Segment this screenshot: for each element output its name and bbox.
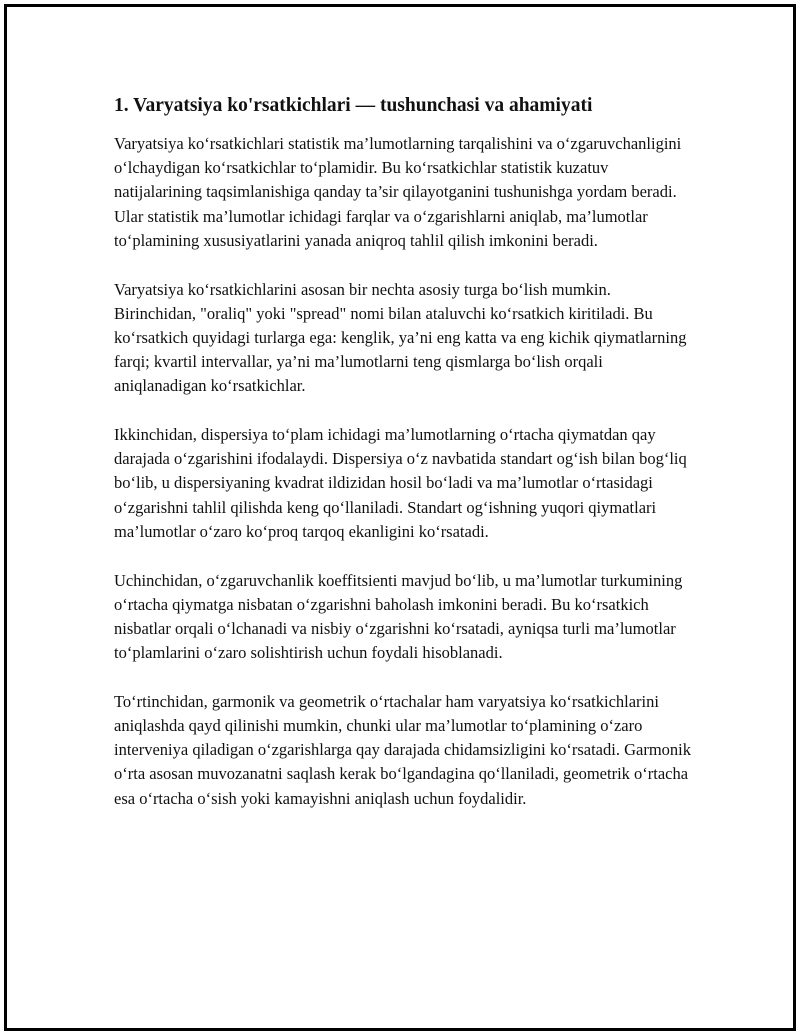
paragraph-means: To‘rtinchidan, garmonik va geometrik o‘rtachalar ham varyatsiya ko‘rsatkichlarini aniqlashda qayd qilinishi mumkin, chunki ular ma’lumotlar to‘plamining o‘zaro interveniya qiladigan o‘zgarishlarga qay darajada chidamsizligini ko‘rsatadi. Garmonik o‘rta asosan muvozanatni saqlash kerak bo‘lgandagina qo‘llaniladi, geometrik o‘rtacha esa o‘rtacha o‘sish yoki kamayishni aniqlash uchun foydalidir. — [114, 691, 691, 808]
document-body — [114, 92, 694, 835]
paragraph-coefficient: Uchinchidan, o‘zgaruvchanlik koeffitsienti mavjud bo‘lib, u ma’lumotlar turkumining o‘rtacha qiymatga nisbatan o‘zgarishni baholash imkonini beradi. Bu ko‘rsatkich nisbatlar orqali o‘lchanadi va nisbiy o‘zgarishni ko‘rsatadi, ayniqsa turli ma’lumotlar to‘plamlarini o‘zaro solishtirish uchun foydali hisoblanadi. — [114, 570, 683, 663]
paragraph-range: Varyatsiya ko‘rsatkichlarini asosan bir nechta asosiy turga bo‘lish mumkin. Birinchidan, "oraliq" yoki "spread" nomi bilan ataluvchi ko‘rsatkich kiritiladi. Bu ko‘rsatkich quyidagi turlarga ega: kenglik, ya’ni eng katta va eng kichik qiymatlarning farqi; kvartil intervallar, ya’ni ma’lumotlarni teng qismlarga bo‘lish orqali aniqlanadigan ko‘rsatkichlar. — [114, 279, 687, 396]
section-title: 1. Varyatsiya ko'rsatkichlari — tushunchasi va ahamiyati — [114, 95, 593, 116]
paragraph-dispersion: Ikkinchidan, dispersiya to‘plam ichidagi ma’lumotlarning o‘rtacha qiymatdan qay darajada o‘zgarishini ifodalaydi. Dispersiya o‘z navbatida standart og‘ish bilan bog‘liq bo‘lib, u dispersiyaning kvadrat ildizidan hosil bo‘ladi va ma’lumotlar o‘rtasidagi o‘zgarishni tahlil qilishda keng qo‘llaniladi. Standart og‘ishning yuqori qiymatlari ma’lumotlar o‘zaro ko‘proq tarqoq ekanligini ko‘rsatadi. — [114, 425, 687, 541]
paragraph-definition: Varyatsiya ko‘rsatkichlari statistik ma’lumotlarning tarqalishini va o‘zgaruvchanligini o‘lchaydigan ko‘rsatkichlar to‘plamidir. Bu ko‘rsatkichlar statistik kuzatuv natijalarining taqsimlanishiga qanday ta’sir qilayotganini tushunishga yordam beradi. Ular statistik ma’lumotlar ichidagi farqlar va o‘zgarishlarni aniqlab, ma’lumotlar to‘plamining xususiyatlarini yanada aniqroq tahlil qilish imkonini beradi. — [114, 134, 682, 250]
